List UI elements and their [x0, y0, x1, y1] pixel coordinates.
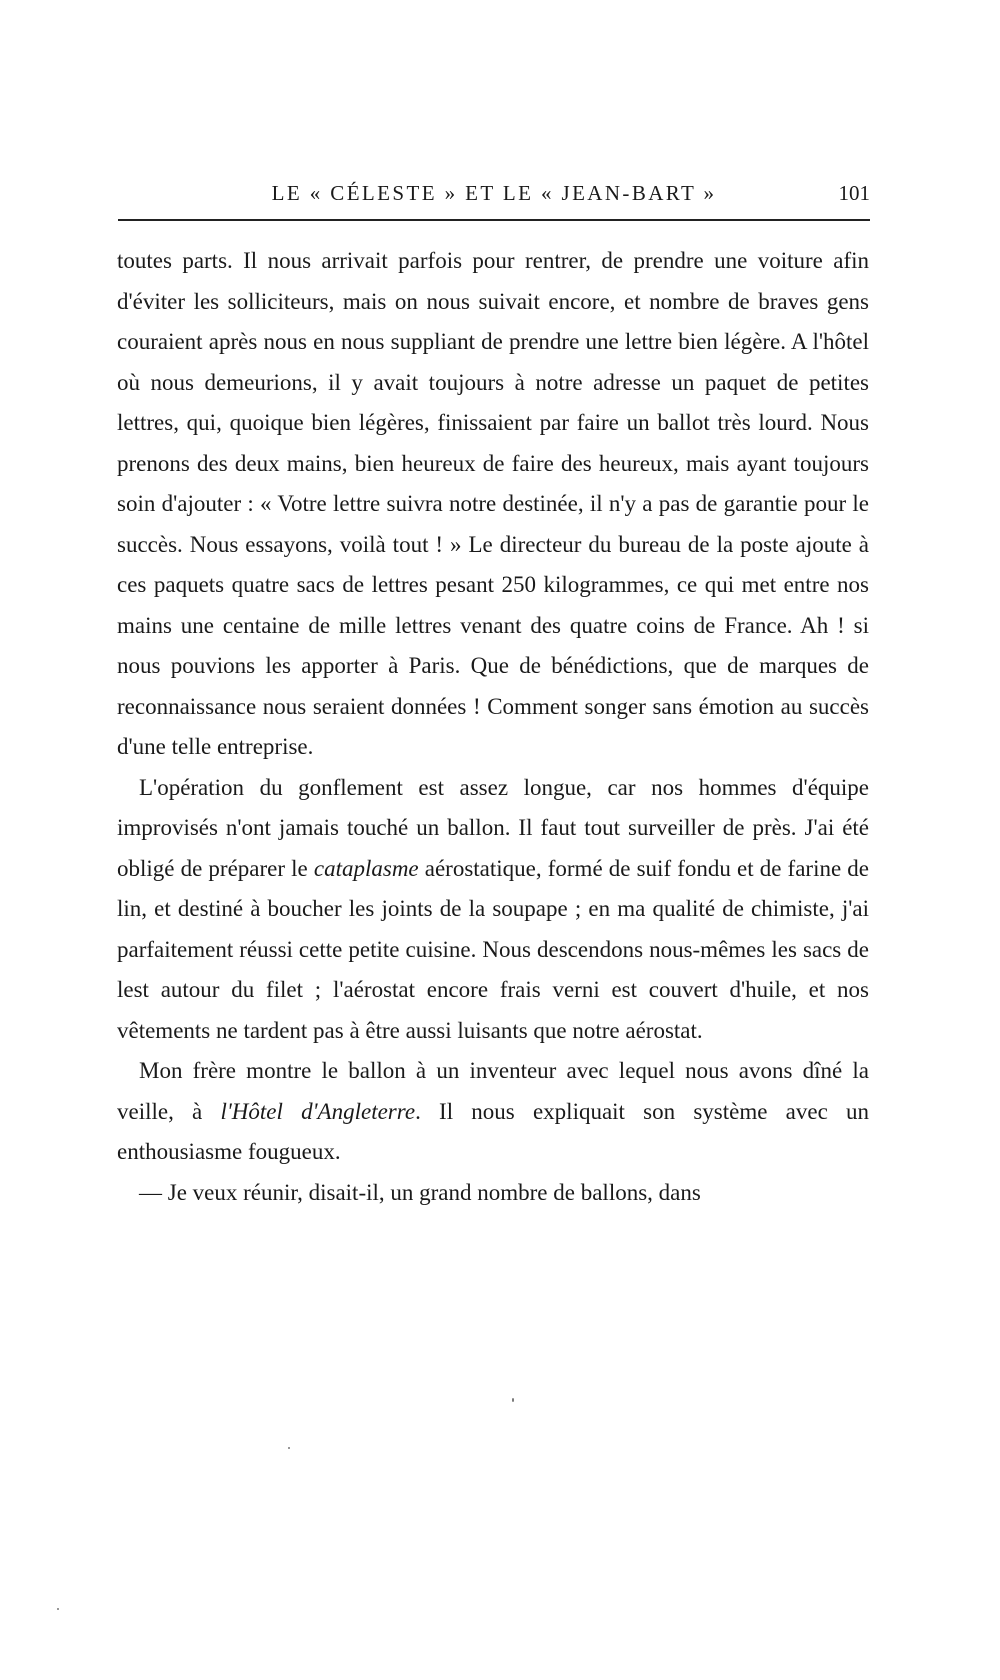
- paragraph-1-text: toutes parts. Il nous arrivait parfois pour rentrer, de prendre une voiture afin d'éviter les solliciteurs, mais on nous suivait encore, et nombre de braves gens couraient après nous en nous suppliant de prendre une lettre bien légère. A l'hôtel où nous demeurions, il y avait toujours à notre adresse un paquet de petites lettres, qui, quoique bien légères, finissaient par faire un ballot très lourd. Nous prenons des deux mains, bien heureux de faire des heureux, mais ayant toujours soin d'ajouter : « Votre lettre suivra notre destinée, il n'y a pas de garantie pour le succès. Nous essayons, voilà tout ! » Le directeur du bureau de la poste ajoute à ces paquets quatre sacs de lettres pesant 250 kilogrammes, ce qui met entre nos mains une centaine de mille lettres venant des quatre coins de France. Ah ! si nous pouvions les apporter à Paris. Que de bénédictions, que de marques de reconnaissance nous seraient données ! Comment songer sans émotion au succès d'une telle entreprise.: [117, 248, 869, 759]
- paragraph-4-text: — Je veux réunir, disait-il, un grand nombre de ballons, dans: [139, 1179, 701, 1205]
- paragraph-1: [117, 241, 869, 768]
- paragraph-2-italic: cataplasme: [313, 855, 419, 881]
- body-text: [117, 241, 869, 1213]
- paragraph-3-text-b: . Il nous expliquait son système avec un enthousiasme fougueux.: [117, 1098, 870, 1164]
- header-rule: [118, 219, 870, 221]
- paragraph-3-text-a: Mon frère montre le ballon à un inventeur avec lequel nous avons dîné la veille, à: [117, 1058, 869, 1124]
- paragraph-3: [117, 1051, 869, 1173]
- page-number: 101: [838, 181, 870, 205]
- paragraph-2-text-a: L'opération du gonflement est assez longue, car nos hommes d'équipe improvisés n'ont jamais touché un ballon. Il faut tout surveiller de près. J'ai été obligé de préparer le: [117, 774, 869, 881]
- paragraph-2-text-b: aérostatique, formé de suif fondu et de farine de lin, et destiné à boucher les joints de la soupape ; en ma qualité de chimiste, j'ai parfaitement réussi cette petite cuisine. Nous descendons nous-mêmes les sacs de lest autour du filet ; l'aérostat encore frais verni est couvert d'huile, et nos vêtements ne tardent pas à être aussi luisants que notre aérostat.: [117, 855, 869, 1043]
- print-speck: [57, 1608, 59, 1610]
- running-title: LE « CÉLESTE » ET LE « JEAN-BART »: [271, 181, 717, 205]
- paragraph-3-italic: l'Hôtel d'Angleterre: [220, 1098, 416, 1124]
- print-speck: [512, 1398, 514, 1402]
- paragraph-4: [117, 1173, 869, 1214]
- paragraph-2: [117, 768, 869, 1052]
- print-speck: [288, 1447, 290, 1449]
- running-head: [118, 176, 870, 210]
